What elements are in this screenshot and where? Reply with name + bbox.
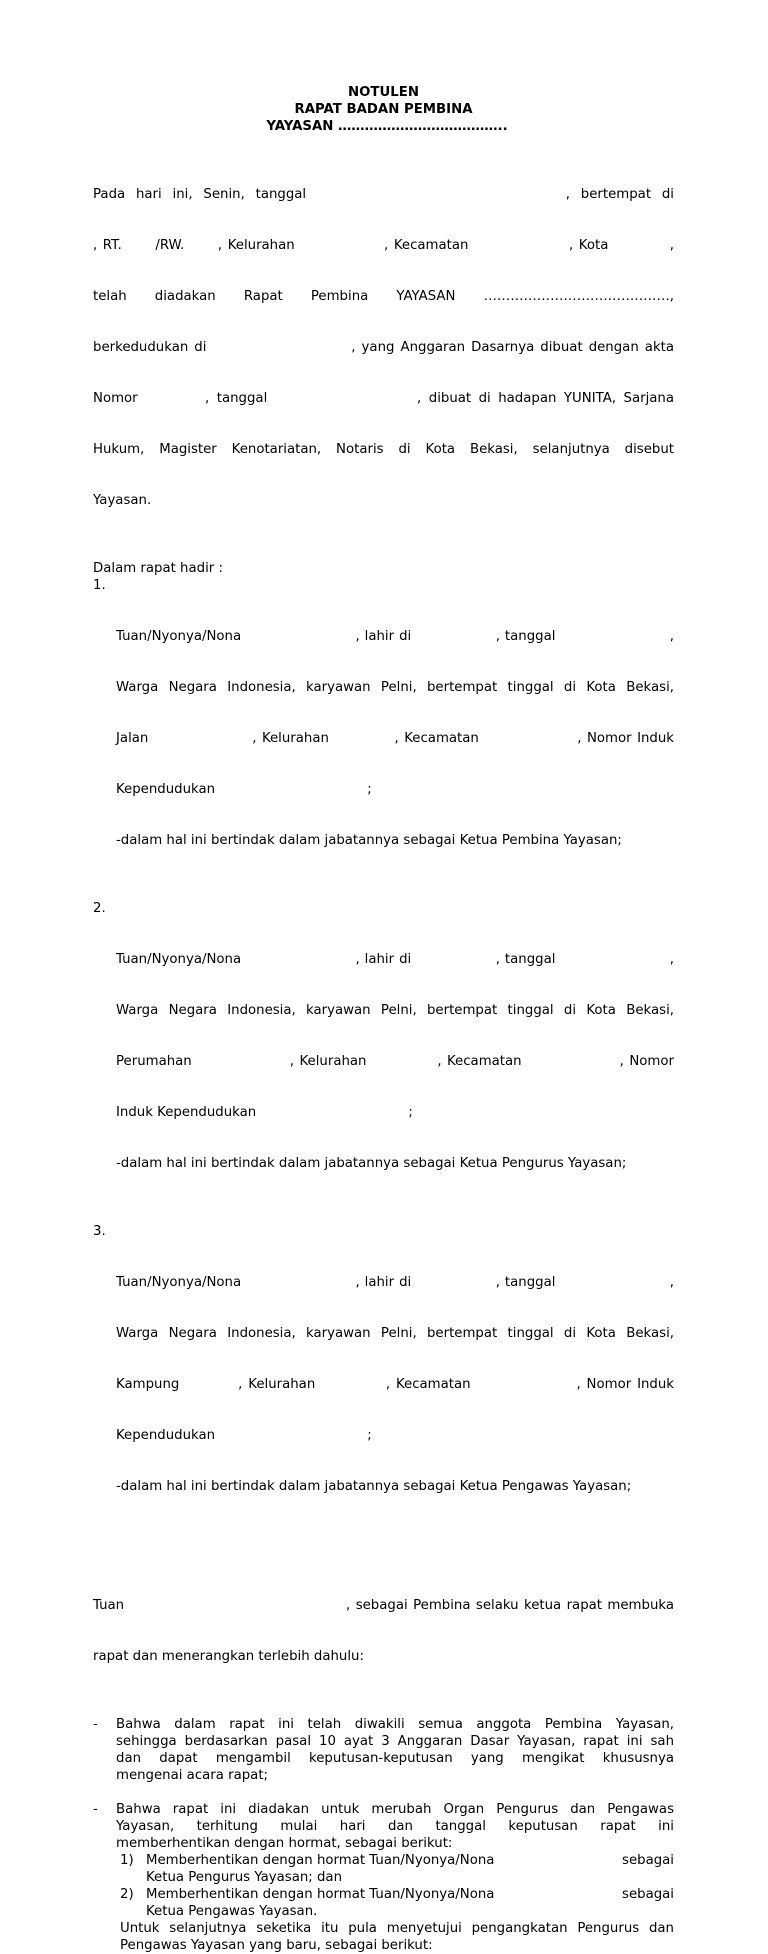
attendee-number: 2. xyxy=(93,901,106,916)
opening-line: , RT. /RW. , Kelurahan , Kecamatan , Kota , xyxy=(93,238,674,253)
attendee-line: Warga Negara Indonesia, karyawan Pelni, bertempat tinggal di Kota Bekasi, xyxy=(116,1003,674,1018)
point-line: sehingga berdasarkan pasal 10 ayat 3 Anggaran Dasar Yayasan, rapat ini sah xyxy=(116,1734,674,1749)
attendee-line: Tuan/Nyonya/Nona , lahir di , tanggal , xyxy=(116,629,674,644)
opening-line: Nomor , tanggal , dibuat di hadapan YUNITA, Sarjana xyxy=(93,391,674,406)
opening-line: Pada hari ini, Senin, tanggal , bertempat di xyxy=(93,187,674,202)
attendee-line: Kependudukan ; xyxy=(116,782,372,797)
attendee-line: Kampung , Kelurahan , Kecamatan , Nomor Induk xyxy=(116,1377,674,1392)
point-line: memberhentikan dengan hormat, sebagai berikut: xyxy=(116,1836,453,1851)
attendee-line: Tuan/Nyonya/Nona , lahir di , tanggal , xyxy=(116,1275,674,1290)
point-line: Bahwa rapat ini diadakan untuk merubah Organ Pengurus dan Pengawas xyxy=(116,1802,674,1817)
attendee-number: 3. xyxy=(93,1224,106,1239)
point-bullet: - xyxy=(93,1802,98,1817)
sub-item-text: Memberhentikan dengan hormat Tuan/Nyonya/Nona xyxy=(146,1887,495,1902)
attendee-line: Induk Kependudukan ; xyxy=(116,1105,413,1120)
title-notulen: NOTULEN xyxy=(348,85,419,100)
opening-line: berkedudukan di , yang Anggaran Dasarnya dibuat dengan akta xyxy=(93,340,674,355)
opening-line: Yayasan. xyxy=(93,493,152,508)
point-bullet: - xyxy=(93,1717,98,1732)
attendee-line: Warga Negara Indonesia, karyawan Pelni, bertempat tinggal di Kota Bekasi, xyxy=(116,680,674,695)
point-item xyxy=(93,1716,674,1784)
attendee-role: -dalam hal ini bertindak dalam jabatannya sebagai Ketua Pengawas Yayasan; xyxy=(116,1479,632,1494)
closing-line: Untuk selanjutnya seketika itu pula menyetujui pengangkatan Pengurus dan xyxy=(120,1921,674,1936)
attendee-line: Perumahan , Kelurahan , Kecamatan , Nomor xyxy=(116,1054,674,1069)
chair-line: Tuan , sebagai Pembina selaku ketua rapat membuka xyxy=(93,1598,674,1613)
attendee-item xyxy=(93,1223,674,1529)
sub-item-text-right: sebagai xyxy=(622,1887,674,1902)
attendee-line: Kependudukan ; xyxy=(116,1428,372,1443)
sub-item-text: Ketua Pengawas Yayasan. xyxy=(146,1904,318,1919)
sub-item-number: 1) xyxy=(120,1853,134,1868)
sub-item-text: Ketua Pengurus Yayasan; dan xyxy=(146,1870,343,1885)
attendee-line: Warga Negara Indonesia, karyawan Pelni, bertempat tinggal di Kota Bekasi, xyxy=(116,1326,674,1341)
closing-line: Pengawas Yayasan yang baru, sebagai berikut: xyxy=(120,1938,433,1953)
attendee-line: Jalan , Kelurahan , Kecamatan , Nomor Induk xyxy=(116,731,674,746)
title-yayasan: YAYASAN ……………………………….. xyxy=(266,119,508,134)
attendee-item xyxy=(93,577,674,883)
sub-item-number: 2) xyxy=(120,1887,134,1902)
opening-line: telah diadakan Rapat Pembina YAYASAN ……………………………………, xyxy=(93,289,674,304)
point-line: Bahwa dalam rapat ini telah diwakili semua anggota Pembina Yayasan, xyxy=(116,1717,674,1732)
document-title xyxy=(93,84,674,135)
attendee-role: -dalam hal ini bertindak dalam jabatannya sebagai Ketua Pengurus Yayasan; xyxy=(116,1156,627,1171)
attendee-item xyxy=(93,900,674,1206)
point-line: mengenai acara rapat; xyxy=(116,1768,269,1783)
chair-paragraph xyxy=(93,1563,674,1699)
closing-paragraph xyxy=(93,1920,674,1954)
title-rapat: RAPAT BADAN PEMBINA xyxy=(294,102,473,117)
attendance-heading: Dalam rapat hadir : xyxy=(93,561,223,576)
attendee-role: -dalam hal ini bertindak dalam jabatannya sebagai Ketua Pembina Yayasan; xyxy=(116,833,622,848)
opening-paragraph xyxy=(93,152,674,543)
point-item xyxy=(93,1801,674,1852)
attendee-number: 1. xyxy=(93,578,106,593)
point-line: dan dapat mengambil keputusan-keputusan yang mengikat khususnya xyxy=(116,1751,674,1766)
attendee-line: Tuan/Nyonya/Nona , lahir di , tanggal , xyxy=(116,952,674,967)
point-line: Yayasan, terhitung mulai hari dan tanggal keputusan rapat ini xyxy=(116,1819,674,1834)
sub-item-text: Memberhentikan dengan hormat Tuan/Nyonya/Nona xyxy=(146,1853,495,1868)
chair-line: rapat dan menerangkan terlebih dahulu: xyxy=(93,1649,364,1664)
sub-item xyxy=(93,1852,674,1886)
sub-item-text-right: sebagai xyxy=(622,1853,674,1868)
sub-item xyxy=(93,1886,674,1920)
opening-line: Hukum, Magister Kenotariatan, Notaris di Kota Bekasi, selanjutnya disebut xyxy=(93,442,674,457)
document-page xyxy=(93,84,674,1954)
